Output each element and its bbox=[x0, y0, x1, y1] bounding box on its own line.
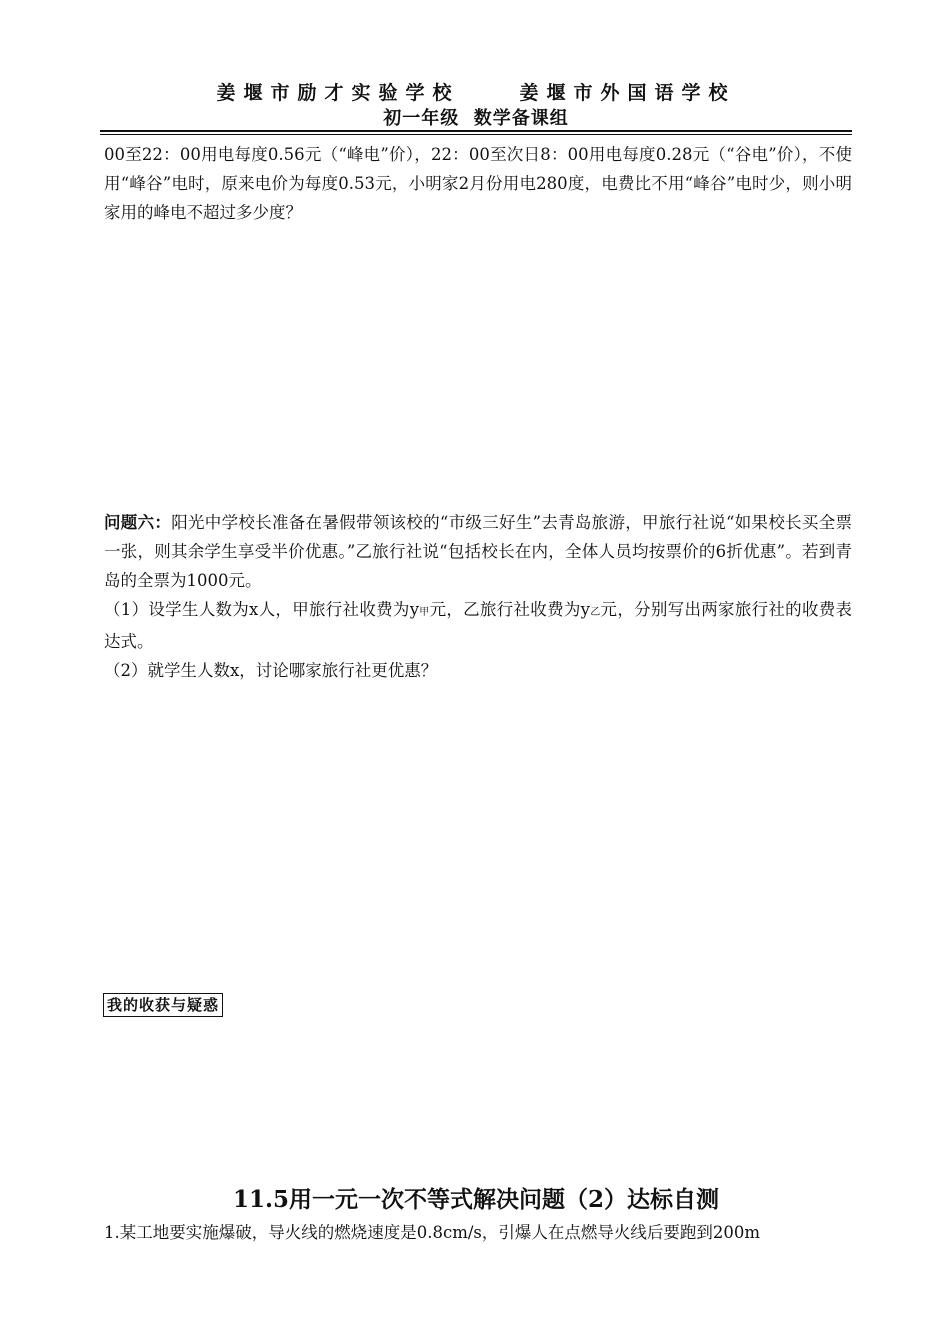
page-header bbox=[100, 78, 852, 130]
school-names bbox=[100, 78, 852, 108]
header-rule-thick bbox=[100, 130, 852, 132]
problem-six-question-1 bbox=[104, 595, 852, 656]
q1-part-b: 元，乙旅行社收费为y bbox=[429, 600, 590, 619]
section-title: 11.5用一元一次不等式解决问题（2）达标自测 bbox=[232, 1186, 720, 1213]
problem-six bbox=[104, 508, 852, 685]
header-rule-thin bbox=[100, 134, 852, 135]
q1-part-a: （1）设学生人数为x人，甲旅行社收费为y bbox=[104, 600, 420, 619]
department-name: 初一年级 数学备课组 bbox=[383, 108, 569, 129]
continued-problem-text: 00至22：00用电每度0.56元（“峰电”价），22：00至次日8：00用电每度0.28元（“谷电”价），不使用“峰谷”电时，原来电价为每度0.53元，小明家2月份用电280度，电费比不用“峰谷”电时少，则小明家用的峰电不超过多少度？ bbox=[104, 145, 852, 222]
problem-six-question-2: （2）就学生人数x，讨论哪家旅行社更优惠？ bbox=[104, 661, 438, 680]
school-name-2: 姜堰市外国语学校 bbox=[519, 82, 736, 104]
reflection-label-box: 我的收获与疑惑 bbox=[103, 993, 223, 1017]
problem-six-statement bbox=[104, 508, 852, 595]
subscript-jia: 甲 bbox=[419, 607, 430, 618]
problem-six-text: 阳光中学校长准备在暑假带领该校的“市级三好生”去青岛旅游，甲旅行社说“如果校长买全票一张，则其余学生享受半价优惠。”乙旅行社说“包括校长在内，全体人员均按票价的6折优惠”。若到青岛的全票为1000元。 bbox=[104, 513, 853, 590]
self-test-question-1: 1.某工地要实施爆破，导火线的燃烧速度是0.8cm/s，引爆人在点燃导火线后要跑到200m bbox=[104, 1223, 761, 1242]
school-name-1: 姜堰市励才实验学校 bbox=[216, 82, 460, 104]
problem-six-label: 问题六： bbox=[104, 513, 172, 532]
subscript-yi: 乙 bbox=[589, 607, 601, 618]
q1-part-c: 元，分别写出两家旅行社的收费表达式。 bbox=[104, 600, 853, 651]
